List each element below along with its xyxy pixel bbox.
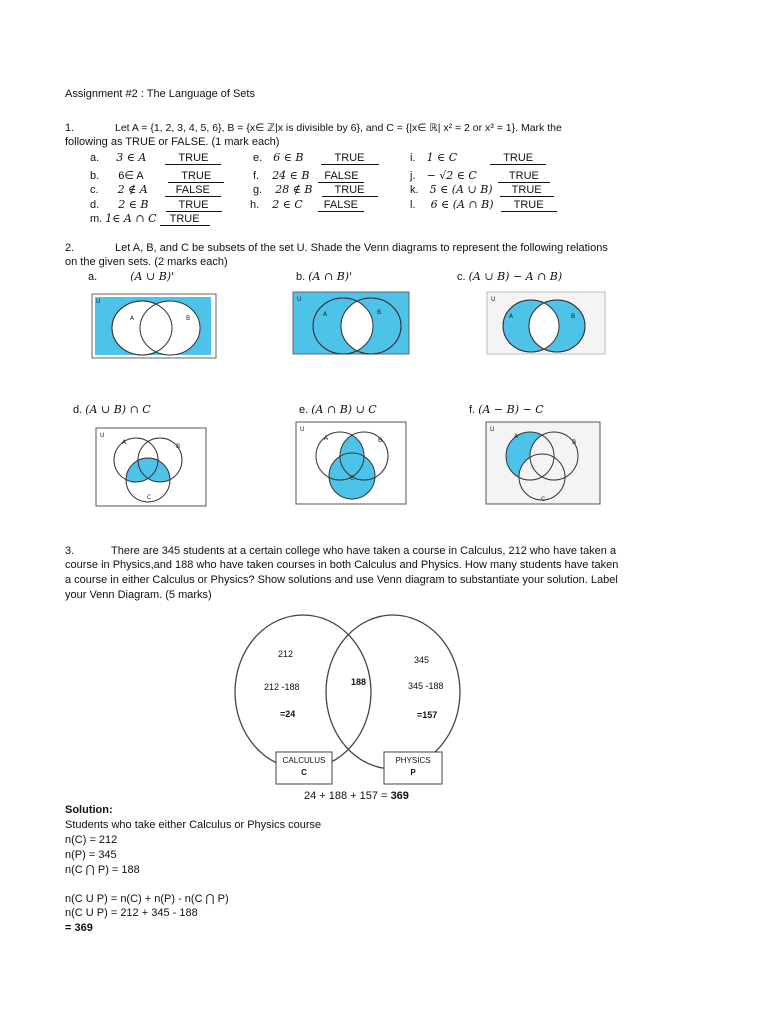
item-expr: − √2 ∈ C: [426, 169, 477, 182]
q1-item-m: [90, 212, 210, 226]
q2-label-f: [469, 403, 544, 416]
right-top-value: 345: [414, 655, 430, 665]
item-expr: 2 ∉ A: [117, 183, 148, 196]
q1-item-j: [410, 169, 550, 183]
q1-number: 1.: [65, 122, 75, 134]
venn-diagram-c: [487, 292, 607, 356]
label-letter: b.: [296, 271, 306, 283]
q1-item-e: [253, 151, 379, 165]
set-a-label: A: [130, 315, 135, 322]
q2-label-b: [296, 270, 352, 283]
set-c-label: C: [350, 475, 355, 482]
right-mid-value: 345 -188: [408, 681, 444, 691]
q1-item-a: [90, 151, 221, 165]
q1-item-b: [90, 169, 224, 183]
venn-diagram-a: [92, 294, 222, 360]
item-expr: 6 ∈ (A ∩ B): [430, 198, 494, 211]
item-expr: 24 ∈ B: [272, 169, 310, 182]
item-letter: b.: [90, 170, 100, 182]
solution-line: n(P) = 345: [65, 849, 117, 861]
label-expr: (A ∩ B) ∪ C: [311, 403, 377, 416]
q1-item-k: [410, 183, 554, 197]
q1-item-l: [410, 198, 557, 212]
set-b-label: B: [377, 309, 382, 316]
label-expr: (A ∪ B) ∩ C: [85, 403, 151, 416]
set-a-label: A: [122, 439, 127, 446]
label-letter: c.: [457, 271, 466, 283]
item-expr: 1∈ A ∩ C: [105, 212, 157, 225]
venn-diagram-f: [486, 422, 602, 506]
sum-expression: 24 + 188 + 157 =: [304, 790, 391, 802]
solution-line: n(C U P) = n(C) + n(P) - n(C ⋂ P): [65, 893, 229, 905]
calculus-letter: C: [301, 768, 307, 777]
q2-number: 2.: [65, 242, 75, 254]
label-letter: f.: [469, 404, 476, 416]
page-title: Assignment #2 : The Language of Sets: [65, 88, 255, 100]
q2-label-e: [299, 403, 377, 416]
item-letter: j.: [410, 170, 416, 182]
label-expr: (A ∪ B)': [130, 270, 175, 283]
label-letter: a.: [88, 271, 98, 283]
set-c-label: C: [541, 496, 546, 503]
q2-label-d: [73, 403, 151, 416]
left-result: =24: [280, 709, 296, 719]
q1-item-d: [90, 198, 222, 212]
label-expr: (A ∩ B)': [308, 270, 353, 283]
set-b-label: B: [186, 315, 191, 322]
set-u-label: U: [297, 296, 302, 303]
q3-number: 3.: [65, 545, 75, 557]
set-u-label: U: [96, 298, 101, 305]
venn-sum: [304, 790, 409, 802]
solution-heading: Solution:: [65, 804, 113, 816]
set-a-label: A: [514, 433, 519, 440]
q3-text-line4: your Venn Diagram. (5 marks): [65, 589, 212, 601]
item-letter: k.: [410, 184, 419, 196]
item-answer: TRUE: [490, 152, 546, 165]
q2-label-a: [88, 270, 174, 283]
item-answer: TRUE: [165, 152, 221, 165]
q2-label-c: [457, 270, 562, 283]
item-expr: 3 ∈ A: [116, 151, 147, 164]
item-letter: c.: [90, 184, 99, 196]
label-letter: e.: [299, 404, 309, 416]
item-answer: TRUE: [166, 199, 222, 212]
item-answer: TRUE: [498, 170, 550, 183]
item-expr: 2 ∈ C: [272, 198, 303, 211]
physics-letter: P: [410, 768, 416, 777]
set-b-label: B: [378, 437, 383, 444]
venn-diagram-e: [296, 422, 408, 506]
left-top-value: 212: [278, 649, 294, 659]
item-expr: 1 ∈ C: [426, 151, 458, 164]
calculus-physics-venn: [232, 612, 462, 792]
solution-line: Students who take either Calculus or Physics course: [65, 819, 322, 831]
q3-text-line3: a course in either Calculus or Physics? Show solutions and use Venn diagram to substantiate your solution. Label: [65, 574, 618, 586]
item-expr: 28 ∉ B: [275, 183, 313, 196]
set-b-label: B: [176, 443, 181, 450]
set-a-label: A: [324, 435, 329, 442]
q1-text-line1: Let A = {1, 2, 3, 4, 5, 6}, B = {x∈ ℤ|x is divisible by 6}, and C = {|x∈ ℝ| x² = 2 or x³ = 1}. Mark the: [115, 122, 562, 134]
item-answer: FALSE: [318, 170, 364, 183]
solution-line: n(C ⋂ P) = 188: [65, 864, 140, 876]
set-u-label: U: [491, 296, 496, 303]
item-answer: TRUE: [322, 184, 378, 197]
set-b-label: B: [571, 313, 576, 320]
item-answer: TRUE: [160, 213, 210, 226]
q1-item-g: [253, 183, 378, 197]
item-letter: e.: [253, 152, 263, 164]
item-answer: TRUE: [168, 170, 224, 183]
label-expr: (A − B) − C: [478, 403, 544, 416]
right-result: =157: [417, 710, 438, 720]
q1-item-f: [253, 169, 364, 183]
set-a-label: A: [509, 313, 514, 320]
item-letter: d.: [90, 199, 100, 211]
q1-item-h: [250, 198, 364, 212]
item-letter: g.: [253, 184, 263, 196]
item-letter: m.: [90, 213, 103, 225]
solution-line: n(C) = 212: [65, 834, 118, 846]
set-u-label: U: [300, 426, 305, 433]
set-a-label: A: [323, 311, 328, 318]
venn-diagram-d: [96, 428, 208, 508]
left-mid-value: 212 -188: [264, 682, 300, 692]
venn-diagram-b: [293, 292, 413, 356]
calculus-label: CALCULUS: [282, 756, 326, 765]
item-answer: FALSE: [165, 184, 221, 197]
q2-text-line1: Let A, B, and C be subsets of the set U. Shade the Venn diagrams to represent the following relations: [115, 242, 608, 254]
intersection-value: 188: [351, 677, 367, 687]
item-letter: h.: [250, 199, 260, 211]
physics-label: PHYSICS: [395, 756, 431, 765]
label-expr: (A ∪ B) − A ∩ B): [468, 270, 563, 283]
item-expr: 6 ∈ B: [273, 151, 304, 164]
label-letter: d.: [73, 404, 83, 416]
set-c-label: C: [147, 494, 152, 501]
item-expr: 6∈ A: [118, 170, 144, 182]
q3-text-line2: course in Physics,and 188 who have taken courses in both Calculus and Physics. How many students have taken: [65, 559, 619, 571]
sum-result: 369: [390, 790, 409, 802]
set-u-label: U: [100, 432, 105, 439]
item-answer: TRUE: [501, 199, 557, 212]
q1-text-line2: following as TRUE or FALSE. (1 mark each): [65, 136, 280, 148]
q2-text-line2: on the given sets. (2 marks each): [65, 256, 228, 268]
item-letter: i.: [410, 152, 416, 164]
item-letter: f.: [253, 170, 260, 182]
set-u-label: U: [490, 426, 495, 433]
item-answer: TRUE: [500, 184, 554, 197]
set-b-label: B: [572, 439, 577, 446]
item-expr: 5 ∈ (A ∪ B): [429, 183, 493, 196]
q3-text-line1: There are 345 students at a certain college who have taken a course in Calculus, 212 who have taken a: [111, 545, 617, 557]
item-answer: FALSE: [318, 199, 364, 212]
q1-item-i: [410, 151, 546, 165]
item-letter: l.: [410, 199, 416, 211]
solution-final: = 369: [65, 922, 93, 934]
item-answer: TRUE: [321, 152, 379, 165]
item-letter: a.: [90, 152, 100, 164]
q1-item-c: [90, 183, 221, 197]
item-expr: 2 ∈ B: [118, 198, 149, 211]
solution-line: n(C U P) = 212 + 345 - 188: [65, 907, 198, 919]
